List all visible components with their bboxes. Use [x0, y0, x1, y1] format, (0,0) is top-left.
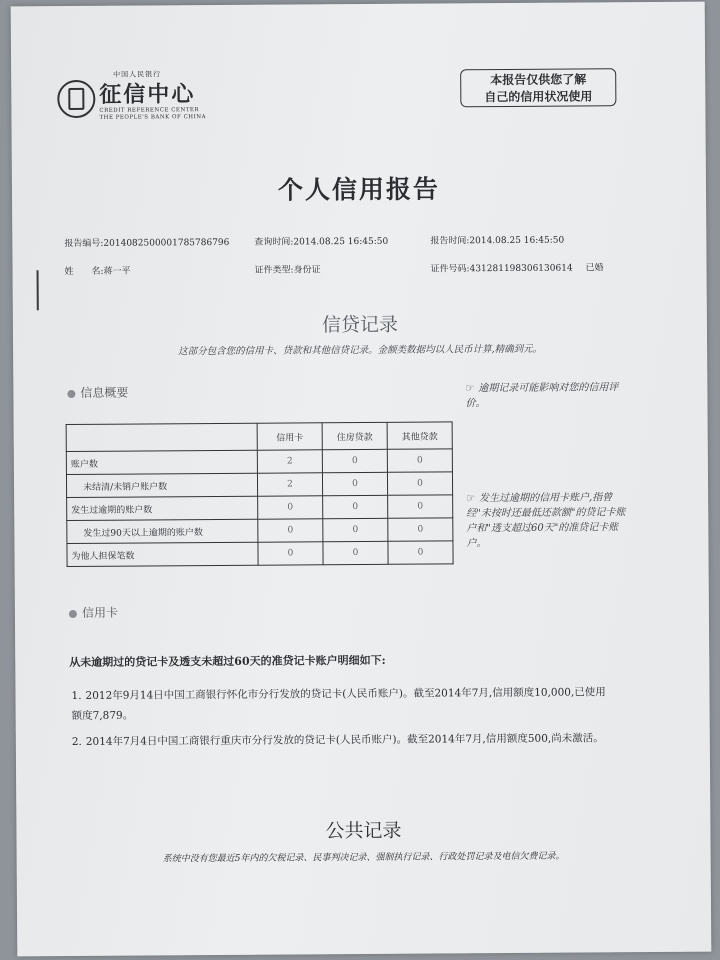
table-header-empty [66, 423, 257, 451]
name-label: 姓 名: [64, 266, 104, 278]
row-label: 未结清/未销户账户数 [66, 473, 257, 497]
table-cell: 0 [258, 496, 323, 519]
row-label: 为他人担保笔数 [67, 542, 258, 566]
query-time [254, 234, 388, 248]
query-time-label: 查询时间: [254, 237, 294, 248]
id-type-label: 证件类型: [254, 265, 294, 276]
table-row [67, 495, 453, 521]
logo-english-line1: CREDIT REFERENCE CENTER [99, 107, 200, 114]
table-cell: 0 [323, 541, 388, 564]
report-number-label: 报告编号: [64, 238, 104, 250]
table-cell: 0 [258, 519, 323, 542]
row-label: 发生过90天以上逾期的账户数 [67, 519, 258, 543]
bullet-dot-icon [69, 609, 77, 617]
table-cell: 0 [323, 518, 388, 541]
public-section-desc: 系统中没有您最近5年内的欠税记录、民事判决记录、强制执行记录、行政处罚记录及电信欠费记录。 [162, 851, 565, 865]
logo-emblem-icon [57, 80, 95, 118]
credit-card-heading [69, 604, 118, 621]
overview-label: 信息概要 [80, 385, 129, 400]
overdue-note [465, 380, 630, 411]
table-header-cell: 其他贷款 [387, 422, 452, 449]
credit-card-label: 信用卡 [81, 605, 118, 620]
table-header-cell: 信用卡 [257, 423, 322, 450]
table-cell: 2 [257, 450, 322, 473]
logo-main-text: 征信中心 [99, 82, 196, 108]
credit-section-title: 信贷记录 [321, 313, 399, 337]
notice-line1: 本报告仅供您了解 [490, 72, 587, 88]
overview-heading [67, 384, 128, 401]
credit-summary-table [66, 421, 454, 567]
table-cell: 0 [387, 449, 452, 472]
overdue-definition-text: 发生过逾期的信用卡账户,指曾经"未按时还最低还款额"的贷记卡账户和"透支超过60天"的准贷记卡账户。 [466, 492, 626, 550]
table-cell: 0 [388, 541, 453, 564]
pointing-hand-icon: ☞ [466, 493, 476, 505]
table-cell: 0 [388, 495, 453, 518]
credit-card-intro: 从未逾期过的贷记卡及透支未超过60天的准贷记卡账户明细如下: [69, 653, 386, 670]
row-label: 发生过逾期的账户数 [67, 496, 258, 520]
table-cell: 0 [322, 449, 387, 472]
overdue-note-text: 逾期记录可能影响对您的信用评价。 [465, 382, 619, 410]
table-cell: 0 [388, 518, 453, 541]
overdue-definition-note [466, 490, 631, 551]
item-number: 1. [71, 689, 82, 703]
list-item [71, 682, 611, 726]
report-time-label: 报告时间: [430, 236, 470, 247]
table-header-cell: 住房贷款 [322, 422, 387, 449]
logo-top-text: 中国人民银行 [113, 70, 162, 79]
query-time-value: 2014.08.25 16:45:50 [293, 236, 389, 248]
credit-section-desc: 这部分包含您的信用卡、贷款和其他信贷记录。金额类数据均以人民币计算,精确到元。 [178, 343, 543, 358]
table-row [67, 541, 453, 567]
item-number: 2. [71, 735, 82, 749]
item-text: 2014年7月4日中国工商银行重庆市分行发放的贷记卡(人民币账户)。截至2014年7月,信用额度500,尚未激活。 [85, 732, 604, 748]
pointing-hand-icon: ☞ [465, 383, 475, 395]
table-header-row [66, 422, 452, 452]
id-number-label: 证件号码: [430, 264, 470, 275]
pen-mark [37, 270, 39, 310]
marital-status: 已婚 [585, 263, 604, 274]
table-row [66, 472, 452, 498]
person-name [64, 264, 130, 277]
bullet-dot-icon [67, 389, 75, 397]
table-cell: 0 [387, 472, 452, 495]
name-value: 蒋一平 [103, 266, 131, 277]
notice-line2: 自己的信用状况使用 [484, 89, 593, 105]
credit-report-page [11, 2, 712, 957]
credit-center-logo [57, 69, 227, 130]
table-cell: 0 [322, 472, 387, 495]
table-row [66, 449, 452, 475]
report-time-value: 2014.08.25 16:45:50 [469, 235, 565, 247]
list-item [72, 728, 612, 752]
report-number [64, 235, 229, 249]
id-type [254, 262, 320, 275]
id-number [430, 260, 603, 274]
table-cell: 0 [323, 495, 388, 518]
public-section-title: 公共记录 [325, 819, 402, 843]
table-cell: 0 [258, 542, 323, 565]
report-title: 个人信用报告 [277, 174, 441, 205]
item-text: 2012年9月14日中国工商银行怀化市分行发放的贷记卡(人民币账户)。截至2014年7月,信用额度10,000,已使用额度7,879。 [71, 686, 606, 723]
report-number-value: 2014082500001785786796 [103, 237, 230, 249]
usage-notice-stamp [460, 68, 616, 107]
logo-english-line2: THE PEOPLE'S BANK OF CHINA [99, 114, 207, 121]
table-cell: 2 [257, 473, 322, 496]
id-number-value: 431281198306130614 [469, 263, 573, 275]
report-time [430, 233, 564, 247]
row-label: 账户数 [66, 450, 257, 474]
table-row [67, 518, 453, 544]
id-type-value: 身份证 [293, 265, 321, 276]
